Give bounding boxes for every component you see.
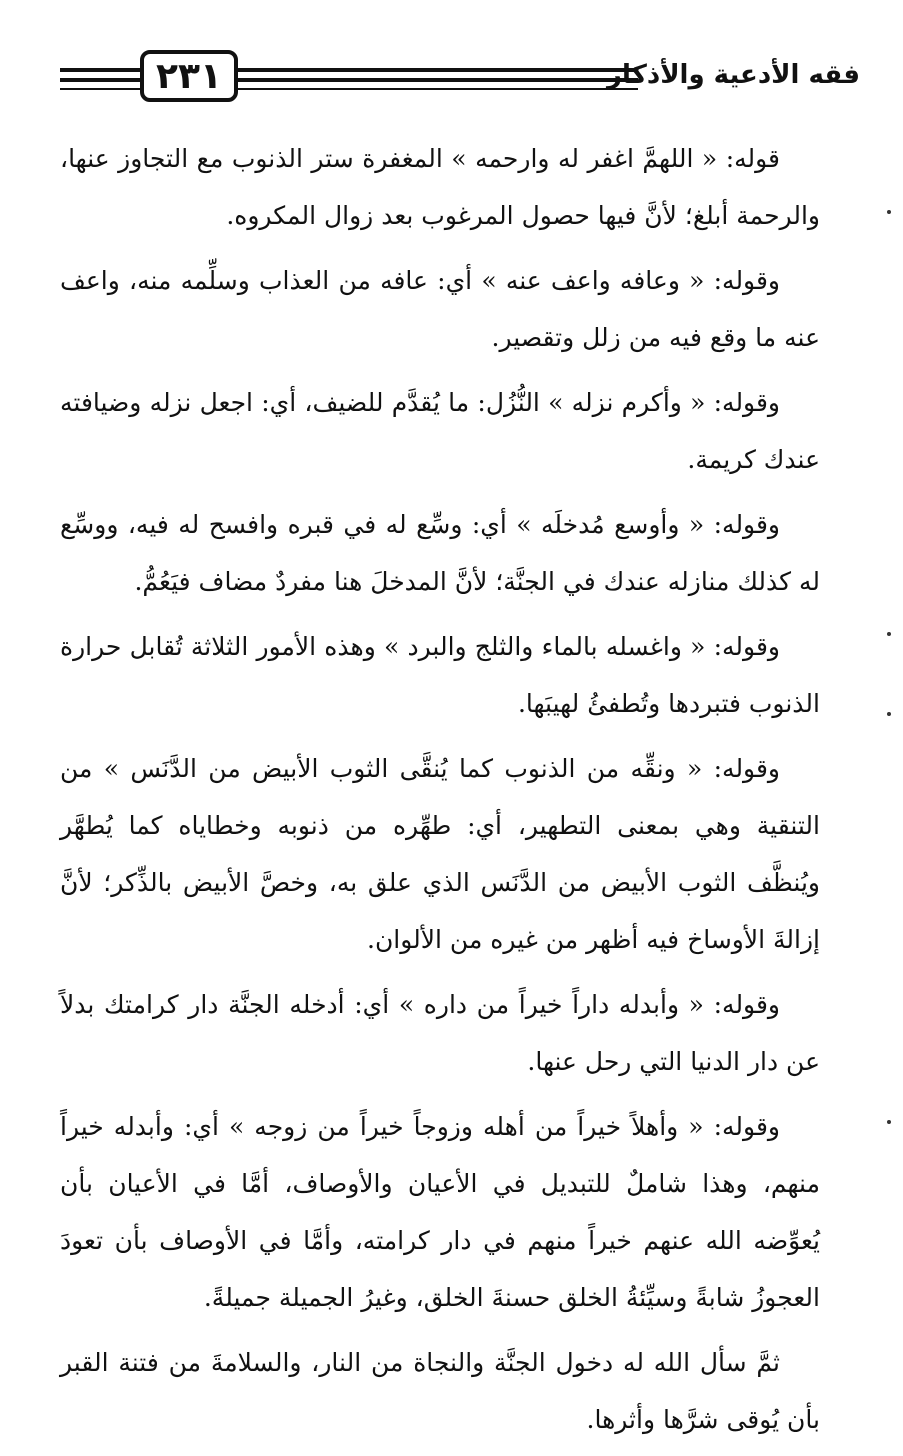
page-header — [60, 40, 860, 120]
page-body — [60, 130, 820, 1456]
header-rule — [238, 78, 638, 82]
margin-mark — [887, 1120, 891, 1124]
paragraph: وقوله: « واغسله بالماء والثلج والبرد » وهذه الأمور الثلاثة تُقابل حرارة الذنوب فتبردها وتُطفئُ لهيبَها. — [60, 632, 820, 718]
page-number: ٢٣١ — [140, 50, 238, 102]
header-rule — [60, 88, 140, 90]
running-title: فقه الأدعية والأذكار — [607, 60, 860, 90]
paragraph: وقوله: « وأوسع مُدخلَه » أي: وسِّع له في قبره وافسح له فيه، ووسِّع له كذلك منازله عندك في الجنَّة؛ لأنَّ المدخلَ هنا مفردٌ مضاف فيَعُمُّ. — [60, 510, 820, 596]
header-rule — [238, 68, 638, 72]
header-rule — [60, 78, 140, 82]
paragraph: وقوله: « وعافه واعف عنه » أي: عافه من العذاب وسلِّمه منه، واعف عنه ما وقع فيه من زلل وتقصير. — [60, 266, 820, 352]
header-rule — [238, 88, 638, 90]
margin-mark — [887, 712, 891, 716]
header-rule — [60, 68, 140, 72]
paragraph: قوله: « اللهمَّ اغفر له وارحمه » المغفرة ستر الذنوب مع التجاوز عنها، والرحمة أبلغ؛ لأنَّ فيها حصول المرغوب بعد زوال المكروه. — [60, 144, 820, 230]
paragraph: وقوله: « وأبدله داراً خيراً من داره » أي: أدخله الجنَّة دار كرامتك بدلاً عن دار الدنيا التي رحل عنها. — [60, 990, 820, 1076]
paragraph: وقوله: « وأكرم نزله » النُّزُل: ما يُقدَّم للضيف، أي: اجعل نزله وضيافته عندك كريمة. — [60, 388, 820, 474]
margin-mark — [887, 632, 891, 636]
margin-mark — [887, 210, 891, 214]
paragraph: وقوله: « ونقِّه من الذنوب كما يُنقَّى الثوب الأبيض من الدَّنَس » من التنقية وهي بمعنى التطهير، أي: طهِّره من ذنوبه وخطاياه كما يُطهَّر ويُنظَّف الثوب الأبيض من الدَّنَس الذي علق به، وخصَّ الأبيض بالذِّكر؛ لأنَّ إزالةَ الأوساخ فيه أظهر من غيره من الألوان. — [60, 754, 820, 954]
paragraph: ثمَّ سأل الله له دخول الجنَّة والنجاة من النار، والسلامةَ من فتنة القبر بأن يُوقى شرَّها وأثرها. — [60, 1348, 820, 1434]
paragraph: وقوله: « وأهلاً خيراً من أهله وزوجاً خيراً من زوجه » أي: وأبدله خيراً منهم، وهذا شاملٌ للتبديل في الأعيان والأوصاف، أمَّا في الأعيان بأن يُعوِّضه الله عنهم خيراً منهم في دار كرامته، وأمَّا في الأوصاف بأن تعودَ العجوزُ شابةً وسيِّئةُ الخلق حسنةَ الخلق، وغيرُ الجميلة جميلةً. — [60, 1112, 820, 1312]
